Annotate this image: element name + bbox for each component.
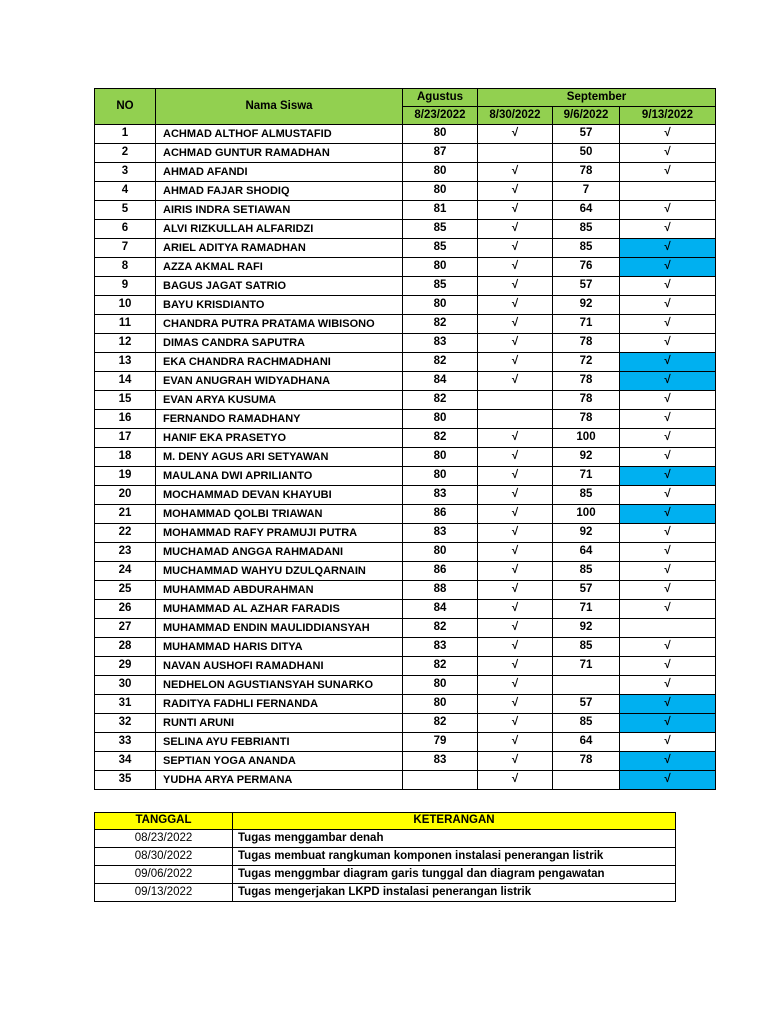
table-row bbox=[95, 448, 716, 467]
row-check-0913-cell: √ bbox=[620, 239, 716, 258]
row-score-0906-cell bbox=[553, 676, 620, 695]
notes-desc-cell: Tugas mengerjakan LKPD instalasi penerangan listrik bbox=[233, 884, 676, 902]
row-score-0823-cell: 80 bbox=[403, 163, 478, 182]
row-check-0913-cell: √ bbox=[620, 410, 716, 429]
row-check-0830-cell bbox=[478, 391, 553, 410]
row-check-0913-cell: √ bbox=[620, 372, 716, 391]
row-score-0823-cell: 82 bbox=[403, 429, 478, 448]
row-name-cell: NAVAN AUSHOFI RAMADHANI bbox=[156, 657, 403, 676]
row-check-0830-cell: √ bbox=[478, 543, 553, 562]
table-row bbox=[95, 239, 716, 258]
row-no-cell: 16 bbox=[95, 410, 156, 429]
row-check-0913-cell: √ bbox=[620, 201, 716, 220]
row-check-0913-cell: √ bbox=[620, 467, 716, 486]
row-name-cell: YUDHA ARYA PERMANA bbox=[156, 771, 403, 790]
row-no-cell: 35 bbox=[95, 771, 156, 790]
row-check-0913-cell: √ bbox=[620, 448, 716, 467]
row-no-cell: 8 bbox=[95, 258, 156, 277]
table-row bbox=[95, 524, 716, 543]
row-score-0906-cell: 85 bbox=[553, 562, 620, 581]
row-score-0906-cell: 85 bbox=[553, 638, 620, 657]
row-check-0830-cell: √ bbox=[478, 163, 553, 182]
table-row bbox=[95, 258, 716, 277]
row-name-cell: SEPTIAN YOGA ANANDA bbox=[156, 752, 403, 771]
row-score-0906-cell: 57 bbox=[553, 125, 620, 144]
table-row bbox=[95, 410, 716, 429]
row-score-0906-cell: 92 bbox=[553, 296, 620, 315]
table-row bbox=[95, 714, 716, 733]
row-check-0913-cell: √ bbox=[620, 733, 716, 752]
row-check-0830-cell: √ bbox=[478, 296, 553, 315]
row-check-0830-cell bbox=[478, 410, 553, 429]
table-row bbox=[95, 372, 716, 391]
row-check-0830-cell: √ bbox=[478, 372, 553, 391]
row-check-0830-cell: √ bbox=[478, 752, 553, 771]
row-check-0913-cell: √ bbox=[620, 562, 716, 581]
row-name-cell: AZZA AKMAL RAFI bbox=[156, 258, 403, 277]
table-row bbox=[95, 163, 716, 182]
row-name-cell: AIRIS INDRA SETIAWAN bbox=[156, 201, 403, 220]
row-no-cell: 13 bbox=[95, 353, 156, 372]
row-score-0823-cell: 82 bbox=[403, 619, 478, 638]
row-name-cell: RADITYA FADHLI FERNANDA bbox=[156, 695, 403, 714]
row-score-0823-cell: 86 bbox=[403, 562, 478, 581]
row-check-0913-cell: √ bbox=[620, 277, 716, 296]
row-check-0913-cell: √ bbox=[620, 296, 716, 315]
row-score-0823-cell: 80 bbox=[403, 410, 478, 429]
row-check-0830-cell: √ bbox=[478, 315, 553, 334]
row-score-0823-cell: 86 bbox=[403, 505, 478, 524]
row-check-0913-cell: √ bbox=[620, 125, 716, 144]
row-check-0913-cell: √ bbox=[620, 638, 716, 657]
row-score-0906-cell: 72 bbox=[553, 353, 620, 372]
row-check-0830-cell: √ bbox=[478, 524, 553, 543]
row-score-0823-cell: 87 bbox=[403, 144, 478, 163]
header-date-3: 9/6/2022 bbox=[553, 107, 620, 125]
header-month-agustus: Agustus bbox=[403, 89, 478, 107]
header-month-september: September bbox=[478, 89, 716, 107]
row-no-cell: 17 bbox=[95, 429, 156, 448]
row-score-0823-cell: 82 bbox=[403, 391, 478, 410]
row-no-cell: 9 bbox=[95, 277, 156, 296]
row-score-0823-cell: 80 bbox=[403, 125, 478, 144]
row-name-cell: FERNANDO RAMADHANY bbox=[156, 410, 403, 429]
row-name-cell: MUHAMMAD ABDURAHMAN bbox=[156, 581, 403, 600]
row-name-cell: RUNTI ARUNI bbox=[156, 714, 403, 733]
row-check-0913-cell: √ bbox=[620, 334, 716, 353]
row-check-0913-cell: √ bbox=[620, 676, 716, 695]
table-row bbox=[95, 600, 716, 619]
row-check-0830-cell: √ bbox=[478, 600, 553, 619]
row-name-cell: ARIEL ADITYA RAMADHAN bbox=[156, 239, 403, 258]
row-no-cell: 20 bbox=[95, 486, 156, 505]
row-score-0823-cell: 88 bbox=[403, 581, 478, 600]
row-check-0913-cell: √ bbox=[620, 752, 716, 771]
row-name-cell: MUCHAMMAD WAHYU DZULQARNAIN bbox=[156, 562, 403, 581]
row-score-0823-cell: 80 bbox=[403, 258, 478, 277]
row-no-cell: 22 bbox=[95, 524, 156, 543]
notes-row bbox=[95, 866, 676, 884]
row-name-cell: M. DENY AGUS ARI SETYAWAN bbox=[156, 448, 403, 467]
row-score-0906-cell: 78 bbox=[553, 372, 620, 391]
row-check-0830-cell: √ bbox=[478, 277, 553, 296]
row-check-0913-cell bbox=[620, 619, 716, 638]
row-no-cell: 10 bbox=[95, 296, 156, 315]
row-score-0906-cell: 71 bbox=[553, 600, 620, 619]
row-check-0913-cell: √ bbox=[620, 429, 716, 448]
row-check-0830-cell: √ bbox=[478, 239, 553, 258]
table-row bbox=[95, 562, 716, 581]
notes-date-cell: 09/13/2022 bbox=[95, 884, 233, 902]
row-check-0830-cell: √ bbox=[478, 581, 553, 600]
row-score-0823-cell bbox=[403, 771, 478, 790]
table-row bbox=[95, 125, 716, 144]
row-score-0906-cell: 71 bbox=[553, 315, 620, 334]
row-check-0830-cell: √ bbox=[478, 201, 553, 220]
row-check-0913-cell: √ bbox=[620, 524, 716, 543]
row-check-0913-cell: √ bbox=[620, 486, 716, 505]
header-date-4: 9/13/2022 bbox=[620, 107, 716, 125]
row-score-0823-cell: 84 bbox=[403, 372, 478, 391]
row-check-0830-cell: √ bbox=[478, 505, 553, 524]
row-score-0906-cell: 92 bbox=[553, 619, 620, 638]
row-score-0823-cell: 79 bbox=[403, 733, 478, 752]
table-row bbox=[95, 676, 716, 695]
row-no-cell: 15 bbox=[95, 391, 156, 410]
table-row bbox=[95, 695, 716, 714]
row-no-cell: 27 bbox=[95, 619, 156, 638]
row-name-cell: BAYU KRISDIANTO bbox=[156, 296, 403, 315]
row-no-cell: 11 bbox=[95, 315, 156, 334]
table-row bbox=[95, 467, 716, 486]
notes-table bbox=[94, 812, 676, 902]
row-check-0830-cell: √ bbox=[478, 125, 553, 144]
row-name-cell: MOCHAMMAD DEVAN KHAYUBI bbox=[156, 486, 403, 505]
row-check-0913-cell: √ bbox=[620, 353, 716, 372]
row-score-0906-cell: 85 bbox=[553, 714, 620, 733]
row-no-cell: 18 bbox=[95, 448, 156, 467]
row-check-0830-cell: √ bbox=[478, 695, 553, 714]
row-no-cell: 29 bbox=[95, 657, 156, 676]
table-row bbox=[95, 220, 716, 239]
row-score-0823-cell: 80 bbox=[403, 448, 478, 467]
row-score-0823-cell: 82 bbox=[403, 353, 478, 372]
row-name-cell: EVAN ARYA KUSUMA bbox=[156, 391, 403, 410]
row-name-cell: ACHMAD GUNTUR RAMADHAN bbox=[156, 144, 403, 163]
row-name-cell: MUHAMMAD AL AZHAR FARADIS bbox=[156, 600, 403, 619]
row-check-0830-cell bbox=[478, 144, 553, 163]
notes-date-cell: 09/06/2022 bbox=[95, 866, 233, 884]
row-no-cell: 21 bbox=[95, 505, 156, 524]
row-score-0823-cell: 80 bbox=[403, 676, 478, 695]
notes-desc-cell: Tugas menggambar denah bbox=[233, 830, 676, 848]
row-check-0913-cell: √ bbox=[620, 657, 716, 676]
row-score-0906-cell: 50 bbox=[553, 144, 620, 163]
row-check-0830-cell: √ bbox=[478, 619, 553, 638]
row-name-cell: MAULANA DWI APRILIANTO bbox=[156, 467, 403, 486]
row-score-0906-cell: 85 bbox=[553, 220, 620, 239]
grades-body bbox=[95, 125, 716, 790]
row-name-cell: EVAN ANUGRAH WIDYADHANA bbox=[156, 372, 403, 391]
row-score-0823-cell: 83 bbox=[403, 486, 478, 505]
row-name-cell: ACHMAD ALTHOF ALMUSTAFID bbox=[156, 125, 403, 144]
row-check-0830-cell: √ bbox=[478, 353, 553, 372]
row-score-0823-cell: 80 bbox=[403, 467, 478, 486]
row-no-cell: 30 bbox=[95, 676, 156, 695]
table-row bbox=[95, 201, 716, 220]
table-row bbox=[95, 277, 716, 296]
row-name-cell: DIMAS CANDRA SAPUTRA bbox=[156, 334, 403, 353]
notes-header-desc: KETERANGAN bbox=[233, 813, 676, 830]
row-no-cell: 31 bbox=[95, 695, 156, 714]
row-check-0830-cell: √ bbox=[478, 714, 553, 733]
row-no-cell: 1 bbox=[95, 125, 156, 144]
row-check-0830-cell: √ bbox=[478, 771, 553, 790]
row-score-0823-cell: 85 bbox=[403, 277, 478, 296]
header-no: NO bbox=[95, 89, 156, 125]
row-name-cell: AHMAD AFANDI bbox=[156, 163, 403, 182]
table-row bbox=[95, 315, 716, 334]
row-check-0830-cell: √ bbox=[478, 448, 553, 467]
row-score-0906-cell: 76 bbox=[553, 258, 620, 277]
row-no-cell: 14 bbox=[95, 372, 156, 391]
row-score-0823-cell: 85 bbox=[403, 220, 478, 239]
row-no-cell: 28 bbox=[95, 638, 156, 657]
table-row bbox=[95, 334, 716, 353]
row-name-cell: ALVI RIZKULLAH ALFARIDZI bbox=[156, 220, 403, 239]
row-check-0830-cell: √ bbox=[478, 334, 553, 353]
row-name-cell: MUHAMMAD HARIS DITYA bbox=[156, 638, 403, 657]
row-check-0830-cell: √ bbox=[478, 733, 553, 752]
row-score-0823-cell: 84 bbox=[403, 600, 478, 619]
row-no-cell: 7 bbox=[95, 239, 156, 258]
row-no-cell: 4 bbox=[95, 182, 156, 201]
row-no-cell: 26 bbox=[95, 600, 156, 619]
row-score-0823-cell: 80 bbox=[403, 182, 478, 201]
notes-header-date: TANGGAL bbox=[95, 813, 233, 830]
table-row bbox=[95, 619, 716, 638]
row-no-cell: 12 bbox=[95, 334, 156, 353]
table-row bbox=[95, 429, 716, 448]
row-score-0906-cell bbox=[553, 771, 620, 790]
row-check-0830-cell: √ bbox=[478, 429, 553, 448]
notes-row bbox=[95, 884, 676, 902]
table-row bbox=[95, 771, 716, 790]
row-check-0913-cell: √ bbox=[620, 600, 716, 619]
row-name-cell: MUCHAMAD ANGGA RAHMADANI bbox=[156, 543, 403, 562]
row-no-cell: 24 bbox=[95, 562, 156, 581]
row-score-0823-cell: 83 bbox=[403, 638, 478, 657]
row-check-0830-cell: √ bbox=[478, 676, 553, 695]
row-check-0830-cell: √ bbox=[478, 467, 553, 486]
row-score-0823-cell: 80 bbox=[403, 543, 478, 562]
table-row bbox=[95, 752, 716, 771]
table-row bbox=[95, 182, 716, 201]
row-no-cell: 23 bbox=[95, 543, 156, 562]
notes-desc-cell: Tugas membuat rangkuman komponen instalasi penerangan listrik bbox=[233, 848, 676, 866]
row-check-0913-cell: √ bbox=[620, 144, 716, 163]
row-score-0823-cell: 83 bbox=[403, 752, 478, 771]
row-no-cell: 19 bbox=[95, 467, 156, 486]
row-score-0906-cell: 57 bbox=[553, 277, 620, 296]
row-score-0823-cell: 83 bbox=[403, 334, 478, 353]
row-score-0906-cell: 78 bbox=[553, 163, 620, 182]
grades-table bbox=[94, 88, 716, 790]
table-row bbox=[95, 581, 716, 600]
row-score-0823-cell: 80 bbox=[403, 695, 478, 714]
row-name-cell: NEDHELON AGUSTIANSYAH SUNARKO bbox=[156, 676, 403, 695]
row-score-0906-cell: 7 bbox=[553, 182, 620, 201]
row-check-0913-cell: √ bbox=[620, 581, 716, 600]
row-name-cell: AHMAD FAJAR SHODIQ bbox=[156, 182, 403, 201]
row-score-0823-cell: 81 bbox=[403, 201, 478, 220]
row-score-0906-cell: 92 bbox=[553, 524, 620, 543]
notes-row bbox=[95, 830, 676, 848]
table-row bbox=[95, 486, 716, 505]
row-score-0906-cell: 92 bbox=[553, 448, 620, 467]
row-check-0913-cell: √ bbox=[620, 220, 716, 239]
row-score-0823-cell: 85 bbox=[403, 239, 478, 258]
row-no-cell: 2 bbox=[95, 144, 156, 163]
header-date-1: 8/23/2022 bbox=[403, 107, 478, 125]
row-score-0906-cell: 78 bbox=[553, 391, 620, 410]
table-row bbox=[95, 353, 716, 372]
row-no-cell: 25 bbox=[95, 581, 156, 600]
row-score-0906-cell: 85 bbox=[553, 486, 620, 505]
row-check-0913-cell: √ bbox=[620, 771, 716, 790]
row-check-0830-cell: √ bbox=[478, 220, 553, 239]
row-score-0906-cell: 64 bbox=[553, 543, 620, 562]
row-score-0906-cell: 71 bbox=[553, 467, 620, 486]
row-score-0906-cell: 78 bbox=[553, 334, 620, 353]
row-score-0823-cell: 83 bbox=[403, 524, 478, 543]
header-name: Nama Siswa bbox=[156, 89, 403, 125]
table-row bbox=[95, 733, 716, 752]
notes-date-cell: 08/23/2022 bbox=[95, 830, 233, 848]
row-check-0830-cell: √ bbox=[478, 182, 553, 201]
row-score-0823-cell: 82 bbox=[403, 315, 478, 334]
table-row bbox=[95, 543, 716, 562]
row-check-0830-cell: √ bbox=[478, 258, 553, 277]
row-score-0906-cell: 64 bbox=[553, 201, 620, 220]
row-check-0830-cell: √ bbox=[478, 638, 553, 657]
row-name-cell: EKA CHANDRA RACHMADHANI bbox=[156, 353, 403, 372]
row-score-0823-cell: 82 bbox=[403, 714, 478, 733]
notes-desc-cell: Tugas menggmbar diagram garis tunggal dan diagram pengawatan bbox=[233, 866, 676, 884]
row-name-cell: CHANDRA PUTRA PRATAMA WIBISONO bbox=[156, 315, 403, 334]
row-score-0823-cell: 80 bbox=[403, 296, 478, 315]
row-name-cell: MOHAMMAD QOLBI TRIAWAN bbox=[156, 505, 403, 524]
row-name-cell: HANIF EKA PRASETYO bbox=[156, 429, 403, 448]
row-score-0906-cell: 57 bbox=[553, 695, 620, 714]
table-row bbox=[95, 657, 716, 676]
row-check-0913-cell: √ bbox=[620, 258, 716, 277]
table-row bbox=[95, 505, 716, 524]
row-check-0913-cell: √ bbox=[620, 391, 716, 410]
row-name-cell: MOHAMMAD RAFY PRAMUJI PUTRA bbox=[156, 524, 403, 543]
row-score-0906-cell: 71 bbox=[553, 657, 620, 676]
row-check-0830-cell: √ bbox=[478, 486, 553, 505]
row-score-0906-cell: 64 bbox=[553, 733, 620, 752]
table-row bbox=[95, 144, 716, 163]
row-no-cell: 32 bbox=[95, 714, 156, 733]
notes-row bbox=[95, 848, 676, 866]
row-check-0830-cell: √ bbox=[478, 657, 553, 676]
row-no-cell: 3 bbox=[95, 163, 156, 182]
row-no-cell: 33 bbox=[95, 733, 156, 752]
row-score-0906-cell: 78 bbox=[553, 752, 620, 771]
row-no-cell: 34 bbox=[95, 752, 156, 771]
table-row bbox=[95, 638, 716, 657]
row-score-0906-cell: 85 bbox=[553, 239, 620, 258]
row-check-0913-cell bbox=[620, 182, 716, 201]
row-score-0906-cell: 78 bbox=[553, 410, 620, 429]
row-no-cell: 6 bbox=[95, 220, 156, 239]
row-check-0913-cell: √ bbox=[620, 505, 716, 524]
row-no-cell: 5 bbox=[95, 201, 156, 220]
row-score-0906-cell: 100 bbox=[553, 429, 620, 448]
row-name-cell: SELINA AYU FEBRIANTI bbox=[156, 733, 403, 752]
notes-date-cell: 08/30/2022 bbox=[95, 848, 233, 866]
row-check-0913-cell: √ bbox=[620, 315, 716, 334]
row-check-0913-cell: √ bbox=[620, 543, 716, 562]
row-name-cell: BAGUS JAGAT SATRIO bbox=[156, 277, 403, 296]
table-row bbox=[95, 391, 716, 410]
row-check-0913-cell: √ bbox=[620, 163, 716, 182]
row-check-0830-cell: √ bbox=[478, 562, 553, 581]
row-check-0913-cell: √ bbox=[620, 714, 716, 733]
row-score-0906-cell: 100 bbox=[553, 505, 620, 524]
row-score-0823-cell: 82 bbox=[403, 657, 478, 676]
table-row bbox=[95, 296, 716, 315]
row-score-0906-cell: 57 bbox=[553, 581, 620, 600]
header-date-2: 8/30/2022 bbox=[478, 107, 553, 125]
row-check-0913-cell: √ bbox=[620, 695, 716, 714]
notes-body bbox=[95, 830, 676, 902]
row-name-cell: MUHAMMAD ENDIN MAULIDDIANSYAH bbox=[156, 619, 403, 638]
